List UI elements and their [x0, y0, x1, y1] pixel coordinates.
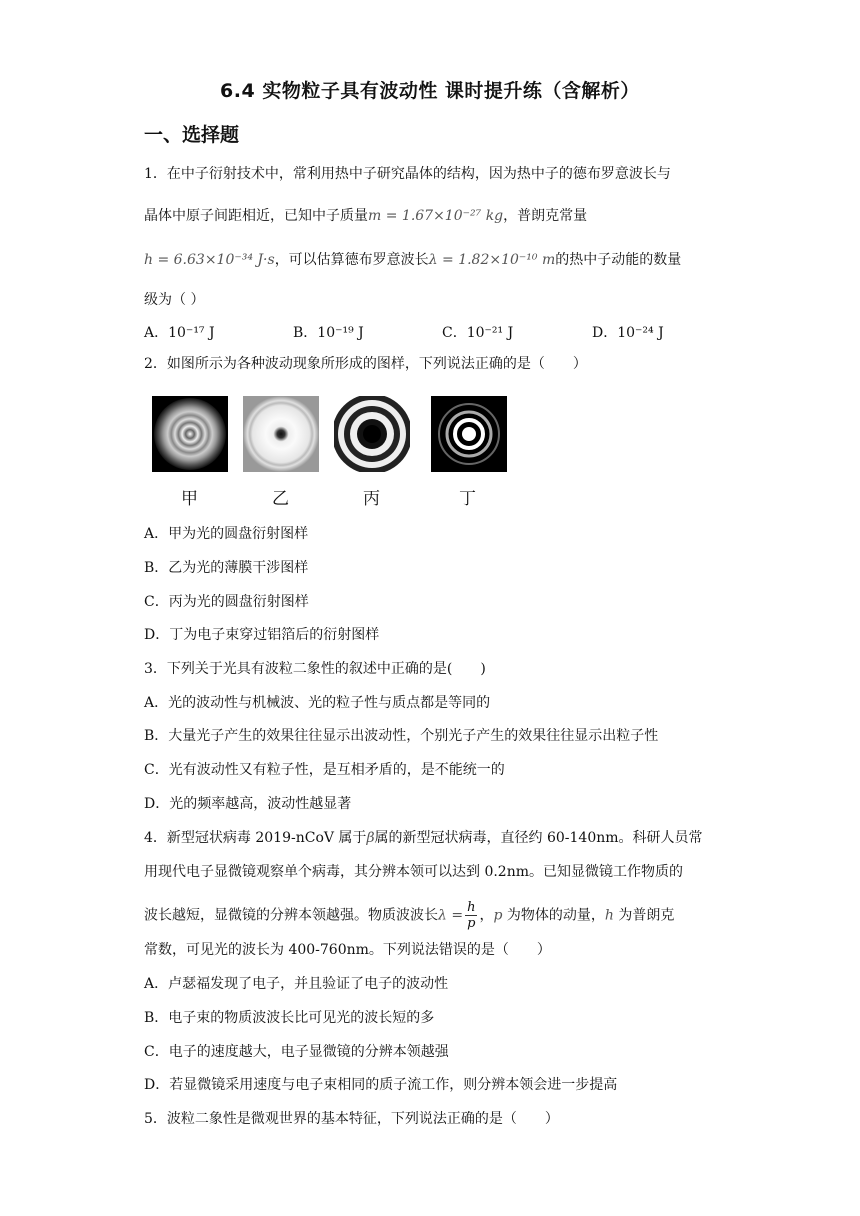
- q1-line-4: 级为（ ）: [144, 292, 205, 308]
- q4-text: 为普朗克: [613, 907, 675, 924]
- planck-formula: h = 6.63×10⁻³⁴ J·s: [144, 252, 275, 268]
- q1-option-a: A．10⁻¹⁷ J: [144, 325, 215, 341]
- fig-bing-pattern: [334, 396, 410, 472]
- q4-line-3: [144, 900, 674, 931]
- fraction-denominator: p: [467, 916, 476, 931]
- mass-formula: m = 1.67×10⁻²⁷ kg: [368, 208, 504, 224]
- q5-stem: 5．波粒二象性是微观世界的基本特征，下列说法正确的是（ ）: [144, 1111, 559, 1127]
- fig-jia-pattern: [152, 396, 228, 472]
- fig-label-ding: 丁: [459, 489, 476, 509]
- q1-text: 的热中子动能的数量: [555, 252, 682, 268]
- q2-option-d: D．丁为电子束穿过铝箔后的衍射图样: [144, 627, 380, 643]
- q3-option-d: D．光的频率越高，波动性越显著: [144, 796, 352, 812]
- q3-option-b: B．大量光子产生的效果往往显示出波动性，个别光子产生的效果往往显示出粒子性: [144, 728, 659, 744]
- q1-text: ，可以估算德布罗意波长: [274, 252, 429, 268]
- q2-option-a: A．甲为光的圆盘衍射图样: [144, 526, 309, 542]
- q4-line-2: 用现代电子显微镜观察单个病毒，其分辨本领可以达到 0.2nm。已知显微镜工作物质的: [144, 864, 684, 880]
- beta-symbol: β: [366, 830, 375, 846]
- q4-text: 4．新型冠状病毒 2019-nCoV 属于: [144, 830, 367, 846]
- q3-option-c: C．光有波动性又有粒子性，是互相矛盾的，是不能统一的: [144, 762, 505, 778]
- fig-ding-pattern: [431, 396, 507, 472]
- fig-label-jia: 甲: [181, 489, 198, 509]
- q4-text: 为物体的动量，: [502, 907, 605, 924]
- q4-text: ，: [479, 907, 494, 924]
- fig-label-yi: 乙: [272, 489, 289, 509]
- lambda-symbol: λ =: [438, 907, 464, 924]
- q2-option-b: B．乙为光的薄膜干涉图样: [144, 560, 309, 576]
- q4-option-b: B．电子束的物质波波长比可见光的波长短的多: [144, 1010, 435, 1026]
- q1-line-2: [144, 206, 587, 226]
- h-symbol: h: [604, 907, 614, 924]
- q4-option-a: A．卢瑟福发现了电子，并且验证了电子的波动性: [144, 976, 449, 992]
- section-heading: 一、选择题: [144, 124, 240, 146]
- q4-option-c: C．电子的速度越大，电子显微镜的分辨本领越强: [144, 1044, 449, 1060]
- q4-line-4: 常数，可见光的波长为 400-760nm。下列说法错误的是（ ）: [144, 942, 551, 958]
- q1-text: 晶体中原子间距相近，已知中子质量: [144, 208, 368, 224]
- q4-text: 波长越短，显微镜的分辨本领越强。物质波波长: [144, 907, 438, 924]
- q1-options: [144, 322, 704, 342]
- q1-option-d: D．10⁻²⁴ J: [592, 325, 664, 341]
- q3-stem: 3．下列关于光具有波粒二象性的叙述中正确的是( ): [144, 661, 486, 677]
- wavelength-fraction: [465, 900, 477, 931]
- q1-option-c: C．10⁻²¹ J: [442, 325, 514, 341]
- q2-option-c: C．丙为光的圆盘衍射图样: [144, 594, 309, 610]
- q2-stem: 2．如图所示为各种波动现象所形成的图样，下列说法正确的是（ ）: [144, 356, 587, 372]
- q4-option-d: D．若显微镜采用速度与电子束相同的质子流工作，则分辨本领会进一步提高: [144, 1077, 618, 1093]
- q4-text: 属的新型冠状病毒，直径约 60-140nm。科研人员常: [374, 830, 703, 846]
- wavelength-formula: λ = 1.82×10⁻¹⁰ m: [428, 252, 556, 268]
- fig-label-bing: 丙: [363, 489, 380, 509]
- p-symbol: p: [493, 907, 503, 924]
- q1-text: ，普朗克常量: [503, 208, 588, 224]
- q3-option-a: A．光的波动性与机械波、光的粒子性与质点都是等同的: [144, 695, 491, 711]
- fraction-numerator: h: [467, 900, 476, 915]
- q1-line-3: [144, 250, 681, 270]
- q1-option-b: B．10⁻¹⁹ J: [293, 325, 364, 341]
- document-title: 6.4 实物粒子具有波动性 课时提升练（含解析）: [220, 80, 640, 102]
- q1-line-1: 1．在中子衍射技术中，常利用热中子研究晶体的结构，因为热中子的德布罗意波长与: [144, 166, 671, 182]
- q4-line-1: [144, 828, 703, 848]
- fig-yi-pattern: [243, 396, 319, 472]
